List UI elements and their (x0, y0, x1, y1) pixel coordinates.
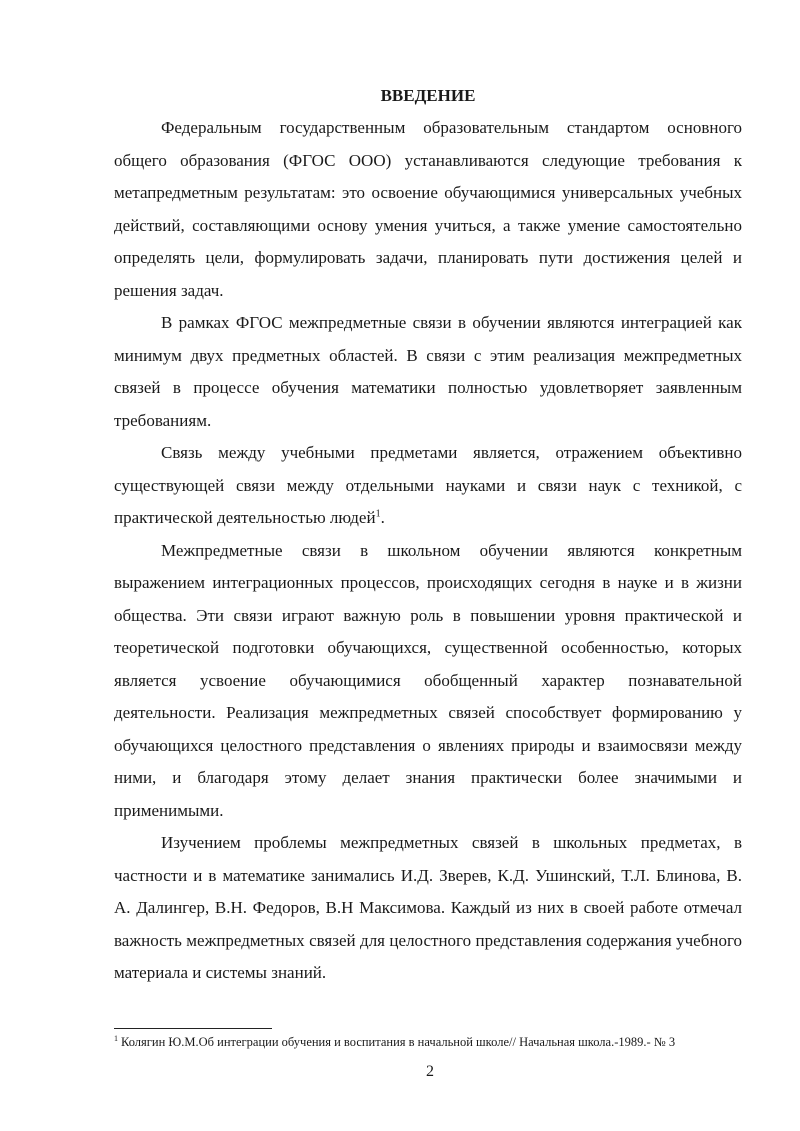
footnote-reference[interactable]: 1 (375, 508, 381, 520)
paragraph-1: Федеральным государственным образовательным стандартом основного общего образования (ФГОС ООО) устанавливаются следующие требования к метапредметным результатам: это освоение обучающимися универсальных учебных действий, составляющими основу умения учиться, а также умение самостоятельно определять цели, формулировать задачи, планировать пути достижения целей и решения задач. (114, 118, 742, 300)
footnote-separator (114, 1028, 272, 1029)
paragraph-3 (114, 437, 742, 535)
footnote-text: Колягин Ю.М.Об интеграции обучения и воспитания в начальной школе// Начальная школа.-1989.- № 3 (121, 1035, 676, 1049)
footnote (114, 1034, 754, 1050)
paragraph-5: Изучением проблемы межпредметных связей в школьных предметах, в частности и в математике занимались И.Д. Зверев, К.Д. Ушинский, Т.Л. Блинова, В. А. Далингер, В.Н. Федоров, В.Н Максимова. Каждый из них в своей работе отмечал важность межпредметных связей для целостного представления содержания учебного материала и системы знаний. (114, 833, 742, 982)
paragraph-4: Межпредметные связи в школьном обучении являются конкретным выражением интеграционных процессов, происходящих сегодня в науке и в жизни общества. Эти связи играют важную роль в повышении уровня практической и теоретической подготовки обучающихся, существенной особенностью, которых является усвоение обучающимися обобщенный характер познавательной деятельности. Реализация межпредметных связей способствует формированию у обучающихся целостного представления о явлениях природы и взаимосвязи между ними, и благодаря этому делает знания практически более значимыми и применимыми. (114, 540, 742, 820)
paragraph-3-end: . (380, 508, 385, 527)
document-body (114, 80, 742, 990)
paragraph-3-text: Связь между учебными предметами является, отражением объективно существующей связи между отдельными науками и связи наук с техникой, с практической деятельностью людей (114, 443, 742, 527)
page-number: 2 (426, 1063, 434, 1080)
page-title: ВВЕДЕНИЕ (380, 86, 476, 105)
paragraph-2: В рамках ФГОС межпредметные связи в обучении являются интеграцией как минимум двух предметных областей. В связи с этим реализация межпредметных связей в процессе обучения математики полностью удовлетворяет заявленным требованиям. (114, 313, 742, 430)
footnote-mark: 1 (114, 1033, 118, 1043)
